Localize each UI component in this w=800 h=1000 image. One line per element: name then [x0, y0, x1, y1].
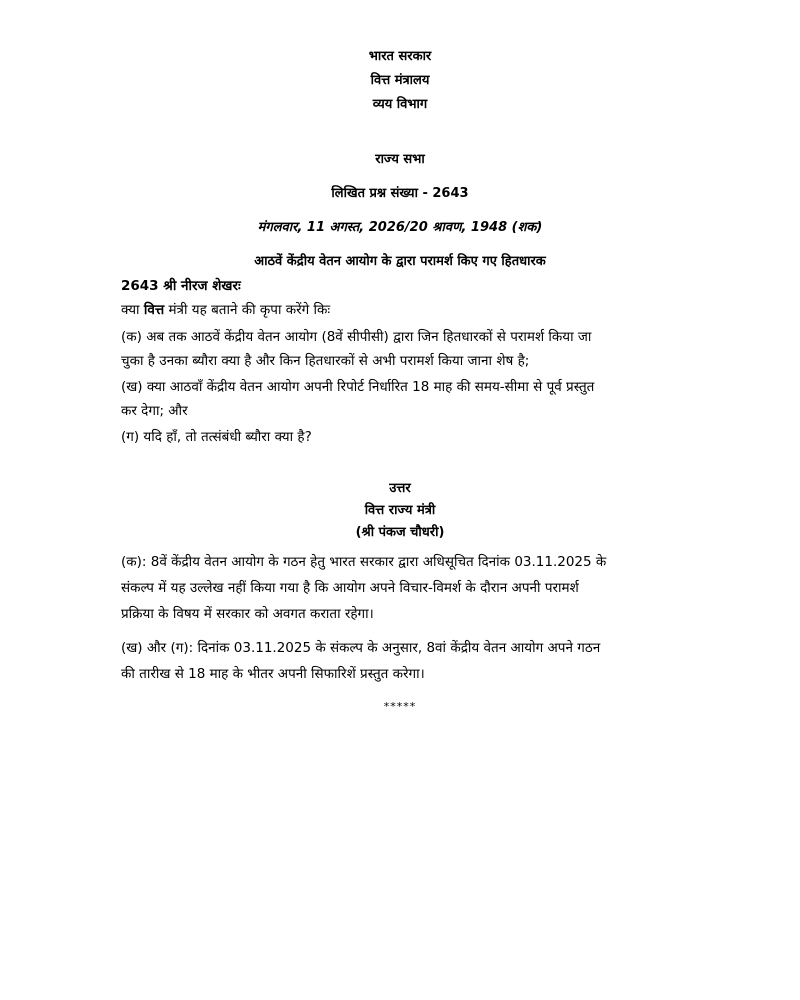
ministry-label: वित्त मंत्रालय	[370, 73, 430, 88]
answer-para-bc-line2: की तारीख से 18 माह के भीतर अपनी सिफारिशें प्रस्तुत करेगा।	[121, 666, 425, 682]
answer-heading: उत्तर	[389, 481, 411, 496]
end-mark: *****	[383, 700, 417, 713]
question-subject: आठवें केंद्रीय वेतन आयोग के द्वारा परामर्श किए गए हितधारक	[254, 254, 546, 269]
question-part-b-line1: (ख) क्या आठवाँ केंद्रीय वेतन आयोग अपनी रिपोर्ट निर्धारित 18 माह की समय-सीमा से पूर्व प्रस्तुत	[121, 379, 595, 395]
question-part-b-line2: कर देगा; और	[121, 403, 188, 419]
question-number-member: 2643 श्री नीरज शेखरः	[121, 278, 241, 294]
department-label: व्यय विभाग	[372, 97, 428, 112]
question-type: लिखित प्रश्न संख्या - 2643	[331, 186, 469, 201]
question-part-a-line2: चुका है उनका ब्यौरा क्या है और किन हितधारकों से अभी परामर्श किया जाना शेष है;	[121, 353, 530, 369]
government-label: भारत सरकार	[368, 49, 432, 64]
answer-para-a-line1: (क): 8वें केंद्रीय वेतन आयोग के गठन हेतु भारत सरकार द्वारा अधिसूचित दिनांक 03.11.2025 के	[121, 554, 607, 570]
answer-para-a-line3: प्रक्रिया के विषय में सरकार को अवगत कराता रहेगा।	[121, 606, 374, 622]
question-part-c: (ग) यदि हाँ, तो तत्संबंधी ब्यौरा क्या है?	[121, 429, 312, 445]
answer-para-a-line2: संकल्प में यह उल्लेख नहीं किया गया है कि आयोग अपने विचार-विमर्श के दौरान अपनी परामर्श	[121, 580, 579, 596]
intro-ministry: वित्त	[143, 302, 165, 318]
answer-para-bc-line1: (ख) और (ग): दिनांक 03.11.2025 के संकल्प के अनुसार, 8वां केंद्रीय वेतन आयोग अपने गठन	[121, 640, 601, 656]
house-label: राज्य सभा	[375, 152, 425, 167]
intro-post: मंत्री यह बताने की कृपा करेंगे किः	[164, 302, 331, 318]
minister-title: वित्त राज्य मंत्री	[364, 503, 436, 518]
question-date: मंगलवार, 11 अगस्त, 2026/20 श्रावण, 1948 (शक)	[257, 220, 543, 235]
minister-name: (श्री पंकज चौधरी)	[355, 525, 445, 540]
intro-pre: क्या	[121, 302, 144, 318]
question-part-a-line1: (क) अब तक आठवें केंद्रीय वेतन आयोग (8वें सीपीसी) द्वारा जिन हितधारकों से परामर्श किया जा	[121, 329, 592, 345]
question-intro	[121, 298, 679, 322]
